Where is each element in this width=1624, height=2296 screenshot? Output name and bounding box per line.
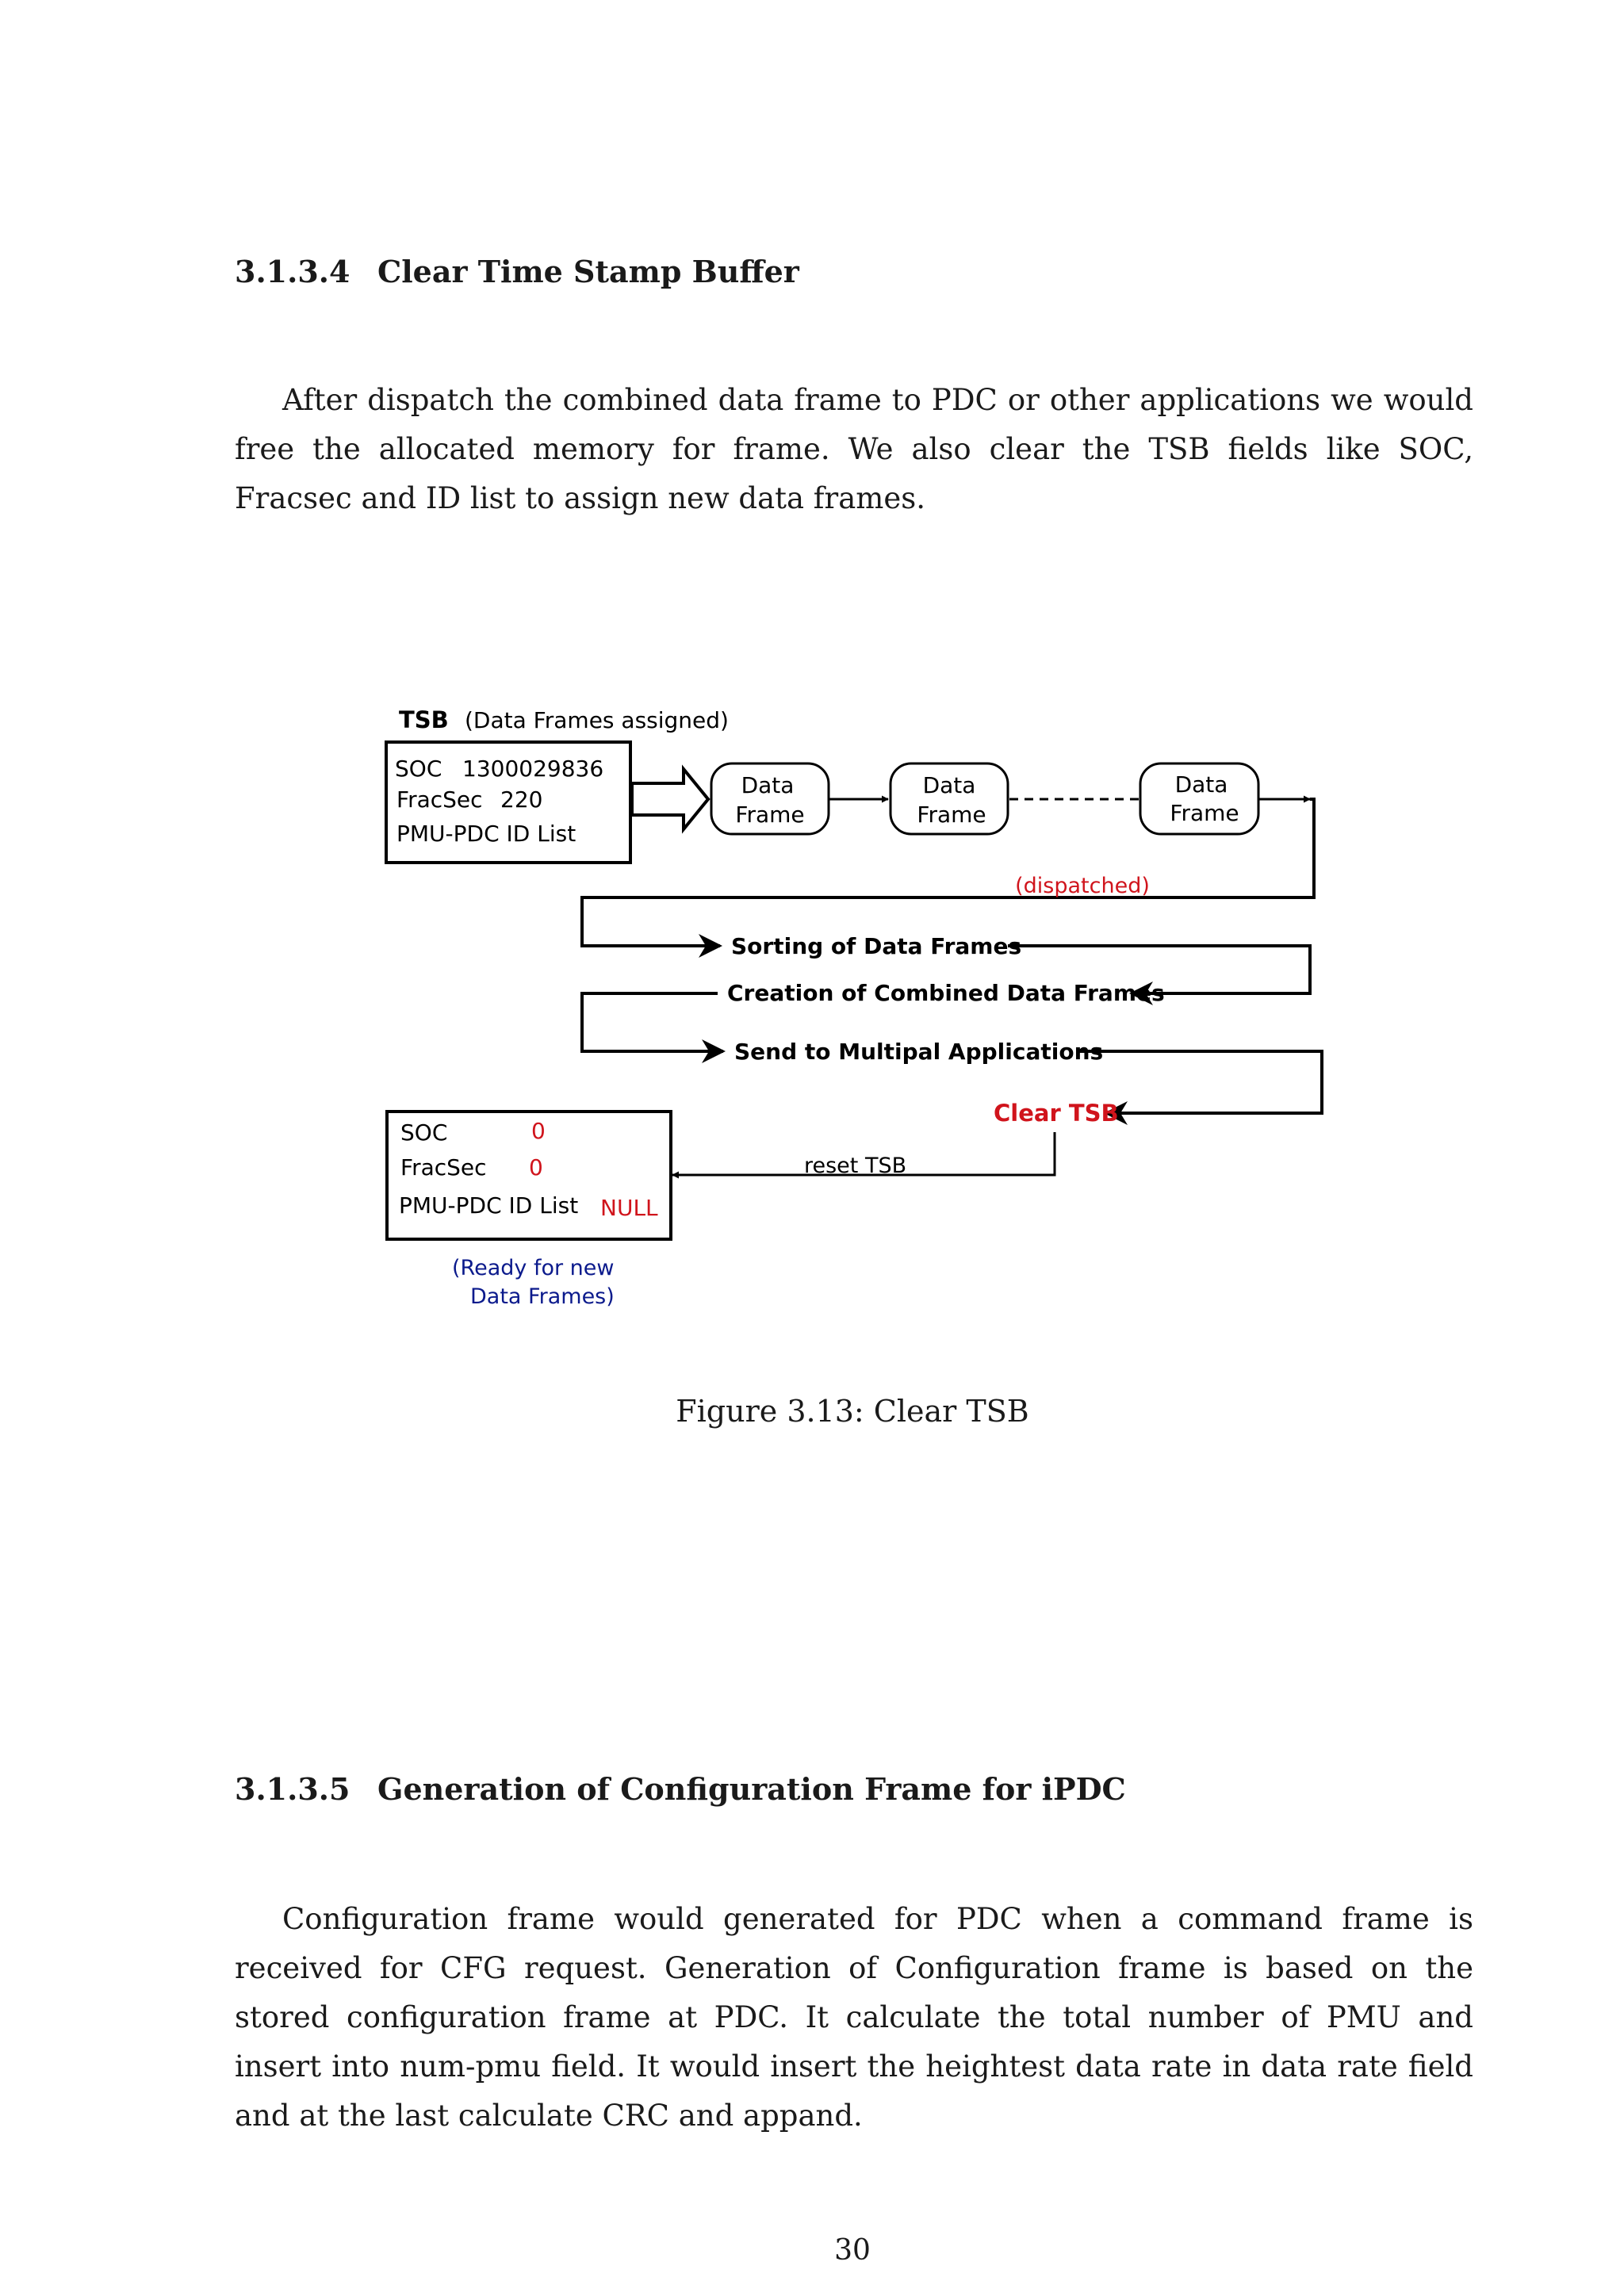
box1-fracsec-label: FracSec	[396, 786, 483, 813]
box1-fracsec-value: 220	[500, 786, 543, 813]
step-clear-tsb: Clear TSB	[994, 1100, 1119, 1127]
figure-caption: Figure 3.13: Clear TSB	[676, 1394, 1029, 1429]
section-number: 3.1.3.4	[235, 254, 350, 289]
section-title: Generation of Configuration Frame for iPDC	[377, 1771, 1126, 1807]
box1-soc-value: 1300029836	[462, 756, 604, 782]
step-creation: Creation of Combined Data Frames	[727, 980, 1165, 1006]
ready-note-line2: Data Frames)	[470, 1284, 615, 1309]
tsb-label: TSB	[399, 706, 449, 733]
data-frame-2-line2: Frame	[917, 802, 986, 828]
box1-soc-label: SOC	[395, 756, 442, 782]
box2-soc-value: 0	[531, 1118, 546, 1144]
box2-fracsec-value: 0	[529, 1154, 543, 1181]
creation-to-send-line	[582, 993, 718, 1051]
ready-note-line1: (Ready for new	[452, 1256, 615, 1280]
box2-fracsec-label: FracSec	[400, 1154, 487, 1181]
section-heading-config-frame	[235, 1771, 1126, 1807]
block-arrow	[632, 769, 708, 829]
box2-soc-label: SOC	[400, 1119, 448, 1146]
dispatched-label: (dispatched)	[1015, 874, 1150, 898]
section-title: Clear Time Stamp Buffer	[377, 254, 799, 289]
box2-idlist-label: PMU-PDC ID List	[399, 1192, 579, 1219]
body-paragraph-1: After dispatch the combined data frame to PDC or other applications we would free the allocated memory for frame. We also clear the TSB fields like SOC, Fracsec and ID list to assign new data frames.	[235, 383, 1473, 515]
data-frame-3-line2: Frame	[1170, 800, 1239, 826]
body-paragraph-2: Configuration frame would generated for PDC when a command frame is received for CFG request. Generation of Configuration frame is based on the stored configuration frame at PDC. It calculate the total number of PMU and insert into num-pmu field. It would insert the heightest data rate in data rate field and at the last calculate CRC and appand.	[235, 1902, 1473, 2133]
data-frame-1-line2: Frame	[735, 802, 805, 828]
section-number: 3.1.3.5	[235, 1771, 350, 1807]
box2-idlist-value: NULL	[600, 1195, 658, 1221]
step-send: Send to Multipal Applications	[734, 1039, 1104, 1065]
reset-label: reset TSB	[804, 1154, 907, 1178]
step-sorting: Sorting of Data Frames	[731, 933, 1022, 959]
data-frame-3-line1: Data	[1174, 771, 1228, 798]
page-number: 30	[834, 2234, 871, 2267]
box1-idlist-label: PMU-PDC ID List	[396, 821, 576, 847]
tsb-sublabel: (Data Frames assigned)	[465, 707, 729, 733]
data-frame-2-line1: Data	[922, 772, 976, 798]
data-frame-1-line1: Data	[741, 772, 795, 798]
